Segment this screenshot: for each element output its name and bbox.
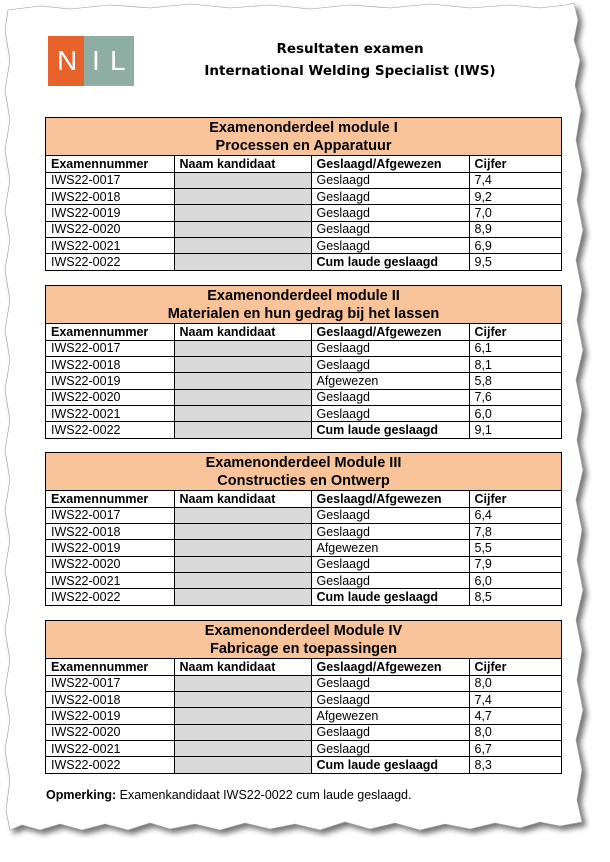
logo-letter-n: N [57,45,78,76]
result-cell: Geslaagd [311,572,469,588]
grade-cell: 6,0 [469,405,561,421]
table-row [46,540,561,556]
result-cell: Geslaagd [311,357,469,373]
exam-number-cell: IWS22-0019 [46,540,174,556]
remark-text: Examenkandidaat IWS22-0022 cum laude geslaagd. [116,788,412,802]
redacted-name-cell [174,422,311,438]
exam-number-cell: IWS22-0017 [46,507,174,523]
exam-number-cell: IWS22-0022 [46,589,174,605]
result-cell: Geslaagd [311,524,469,540]
result-cell: Geslaagd [311,675,469,691]
results-table [46,659,561,773]
section-title: Examenonderdeel module II [207,288,400,304]
exam-number-cell: IWS22-0021 [46,237,174,253]
redacted-name-cell [174,254,311,270]
redacted-name-cell [174,189,311,205]
redacted-name-cell [174,221,311,237]
header-grade: Cijfer [469,324,561,340]
header-grade: Cijfer [469,659,561,675]
grade-cell: 5,5 [469,540,561,556]
header-result: Geslaagd/Afgewezen [311,491,469,507]
grade-cell: 5,8 [469,373,561,389]
header-candidate-name: Naam kandidaat [174,659,311,675]
grade-cell: 8,3 [469,757,561,773]
table-row [46,357,561,373]
table-row [46,524,561,540]
result-cell: Geslaagd [311,237,469,253]
document-title [190,38,510,82]
table-row [46,340,561,356]
result-cell: Geslaagd [311,189,469,205]
grade-cell: 8,1 [469,357,561,373]
table-row [46,205,561,221]
grade-cell: 4,7 [469,708,561,724]
result-cell: Geslaagd [311,556,469,572]
grade-cell: 8,5 [469,589,561,605]
grade-cell: 9,5 [469,254,561,270]
result-cell: Geslaagd [311,340,469,356]
redacted-name-cell [174,556,311,572]
redacted-name-cell [174,237,311,253]
table-row [46,237,561,253]
exam-number-cell: IWS22-0018 [46,692,174,708]
result-cell: Geslaagd [311,205,469,221]
grade-cell: 7,4 [469,172,561,188]
exam-module-section [45,452,562,606]
section-title: Constructies en Ontwerp [217,473,390,489]
grade-cell: 9,1 [469,422,561,438]
header-exam-number: Examennummer [46,659,174,675]
results-table [46,324,561,438]
section-title: Examenonderdeel module I [209,120,398,136]
table-row [46,373,561,389]
remark-label: Opmerking: [46,788,117,802]
grade-cell: 8,0 [469,675,561,691]
exam-number-cell: IWS22-0021 [46,572,174,588]
exam-number-cell: IWS22-0019 [46,373,174,389]
table-row [46,556,561,572]
grade-cell: 7,9 [469,556,561,572]
grade-cell: 8,0 [469,724,561,740]
title-line-1: Resultaten examen [276,41,424,57]
table-row [46,757,561,773]
redacted-name-cell [174,373,311,389]
table-row [46,708,561,724]
header-exam-number: Examennummer [46,156,174,172]
grade-cell: 6,0 [469,572,561,588]
exam-number-cell: IWS22-0020 [46,389,174,405]
section-header [46,286,561,324]
redacted-name-cell [174,357,311,373]
table-row [46,589,561,605]
section-header [46,621,561,659]
table-row [46,572,561,588]
redacted-name-cell [174,205,311,221]
exam-number-cell: IWS22-0018 [46,357,174,373]
results-table [46,156,561,270]
table-row [46,172,561,188]
logo-letter-l: L [110,45,126,76]
exam-number-cell: IWS22-0022 [46,254,174,270]
result-cell: Geslaagd [311,172,469,188]
exam-module-section [45,285,562,439]
exam-number-cell: IWS22-0021 [46,740,174,756]
redacted-name-cell [174,172,311,188]
result-cell: Geslaagd [311,389,469,405]
grade-cell: 7,6 [469,389,561,405]
grade-cell: 7,4 [469,692,561,708]
exam-number-cell: IWS22-0018 [46,524,174,540]
result-cell: Afgewezen [311,540,469,556]
section-header [46,453,561,491]
header-candidate-name: Naam kandidaat [174,491,311,507]
title-line-2: International Welding Specialist (IWS) [204,63,496,79]
result-cell: Cum laude geslaagd [311,589,469,605]
table-row [46,254,561,270]
logo-green-block [80,36,134,86]
table-header-row [46,491,561,507]
grade-cell: 8,9 [469,221,561,237]
exam-number-cell: IWS22-0021 [46,405,174,421]
table-row [46,405,561,421]
result-cell: Geslaagd [311,692,469,708]
redacted-name-cell [174,589,311,605]
result-cell: Cum laude geslaagd [311,254,469,270]
header-candidate-name: Naam kandidaat [174,324,311,340]
exam-number-cell: IWS22-0020 [46,724,174,740]
section-title: Examenonderdeel Module IV [204,623,403,639]
redacted-name-cell [174,675,311,691]
header-grade: Cijfer [469,156,561,172]
redacted-name-cell [174,405,311,421]
remark [46,788,411,802]
header-result: Geslaagd/Afgewezen [311,156,469,172]
result-cell: Cum laude geslaagd [311,422,469,438]
redacted-name-cell [174,692,311,708]
redacted-name-cell [174,540,311,556]
result-cell: Afgewezen [311,708,469,724]
table-row [46,221,561,237]
header-result: Geslaagd/Afgewezen [311,659,469,675]
table-row [46,422,561,438]
table-header-row [46,156,561,172]
table-row [46,507,561,523]
table-row [46,724,561,740]
exam-number-cell: IWS22-0020 [46,221,174,237]
result-cell: Afgewezen [311,373,469,389]
section-title: Examenonderdeel Module III [205,455,402,471]
redacted-name-cell [174,340,311,356]
logo-letter-i: I [92,45,100,76]
exam-number-cell: IWS22-0019 [46,708,174,724]
redacted-name-cell [174,757,311,773]
result-cell: Geslaagd [311,405,469,421]
section-title: Fabricage en toepassingen [210,641,397,657]
header-grade: Cijfer [469,491,561,507]
exam-number-cell: IWS22-0022 [46,757,174,773]
table-header-row [46,659,561,675]
table-header-row [46,324,561,340]
result-cell: Geslaagd [311,221,469,237]
grade-cell: 9,2 [469,189,561,205]
redacted-name-cell [174,708,311,724]
exam-number-cell: IWS22-0017 [46,172,174,188]
header-candidate-name: Naam kandidaat [174,156,311,172]
exam-number-cell: IWS22-0017 [46,675,174,691]
exam-number-cell: IWS22-0017 [46,340,174,356]
exam-number-cell: IWS22-0022 [46,422,174,438]
redacted-name-cell [174,724,311,740]
header-exam-number: Examennummer [46,324,174,340]
redacted-name-cell [174,572,311,588]
result-cell: Cum laude geslaagd [311,757,469,773]
table-row [46,740,561,756]
redacted-name-cell [174,507,311,523]
grade-cell: 6,1 [469,340,561,356]
nil-logo [48,36,134,86]
header-result: Geslaagd/Afgewezen [311,324,469,340]
grade-cell: 6,9 [469,237,561,253]
result-cell: Geslaagd [311,507,469,523]
redacted-name-cell [174,740,311,756]
grade-cell: 6,4 [469,507,561,523]
exam-module-section [45,117,562,271]
section-header [46,118,561,156]
header-exam-number: Examennummer [46,491,174,507]
result-cell: Geslaagd [311,740,469,756]
exam-module-section [45,620,562,774]
table-row [46,189,561,205]
exam-number-cell: IWS22-0019 [46,205,174,221]
redacted-name-cell [174,389,311,405]
exam-number-cell: IWS22-0018 [46,189,174,205]
grade-cell: 6,7 [469,740,561,756]
exam-number-cell: IWS22-0020 [46,556,174,572]
table-row [46,389,561,405]
table-row [46,692,561,708]
section-title: Processen en Apparatuur [215,138,392,154]
section-title: Materialen en hun gedrag bij het lassen [167,306,440,322]
grade-cell: 7,0 [469,205,561,221]
result-cell: Geslaagd [311,724,469,740]
table-row [46,675,561,691]
results-table [46,491,561,605]
grade-cell: 7,8 [469,524,561,540]
redacted-name-cell [174,524,311,540]
